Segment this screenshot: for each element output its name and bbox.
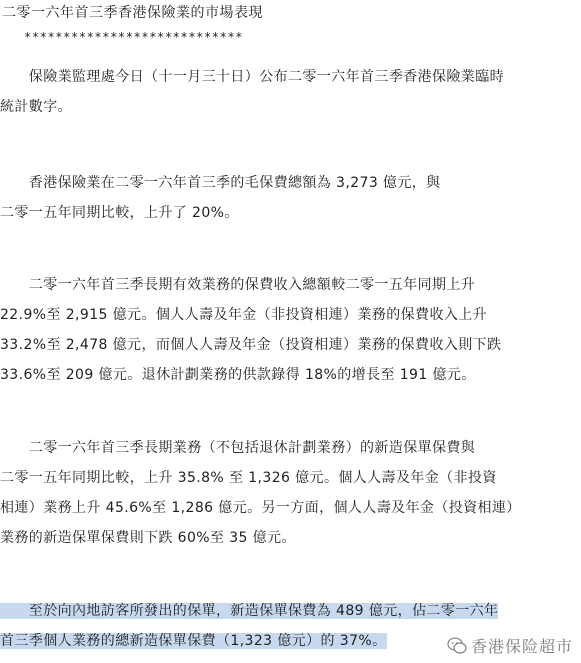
watermark-text: 香港保险超市 <box>470 637 573 656</box>
paragraph-line: 保險業監理處今日（十一月三十日）公布二零一六年首三季香港保險業臨時 <box>0 69 504 85</box>
paragraph-line: 二零一六年首三季長期有效業務的保費收入總額較二零一五年同期上升 <box>0 277 476 293</box>
paragraph-line: 相連）業務上升 45.6%至 1,286 億元。另一方面，個人人壽及年金（投資相連） <box>0 500 521 516</box>
paragraph-line: 統計數字。 <box>0 99 72 115</box>
paragraph-1 <box>0 62 560 122</box>
paragraph-4 <box>0 433 560 553</box>
paragraph-line: 33.6%至 209 億元。退休計劃業務的供款錄得 18%的增長至 191 億元。 <box>0 367 476 383</box>
watermark <box>447 634 573 657</box>
paragraph-line: 二零一五年同期比較，上升了 20%。 <box>0 205 239 221</box>
paragraph-line: 業務的新造保單保費則下跌 60%至 35 億元。 <box>0 530 296 546</box>
paragraph-line: 二零一五年同期比較，上升 35.8% 至 1,326 億元。個人人壽及年金（非投資 <box>0 470 497 486</box>
paragraph-line: 香港保險業在二零一六年首三季的毛保費總額為 3,273 億元，與 <box>0 175 441 191</box>
wechat-icon <box>447 637 467 655</box>
paragraph-3 <box>0 270 560 390</box>
highlighted-line: 首三季個人業務的總新造保單保費（1,323 億元）的 37%。 <box>0 633 387 649</box>
paragraph-line: 二零一六年首三季長期業務（不包括退休計劃業務）的新造保單保費與 <box>0 440 476 456</box>
paragraph-2 <box>0 168 560 228</box>
paragraph-line: 22.9%至 2,915 億元。個人人壽及年金（非投資相連）業務的保費收入上升 <box>0 307 488 323</box>
highlighted-line: 至於向內地訪客所發出的保單，新造保單保費為 489 億元，佔二零一六年 <box>0 603 499 619</box>
paragraph-line: 33.2%至 2,478 億元，而個人人壽及年金（投資相連）業務的保費收入則下跌 <box>0 337 502 353</box>
title-divider: **************************** <box>24 30 244 44</box>
page-title: 二零一六年首三季香港保險業的市場表現 <box>2 5 263 21</box>
